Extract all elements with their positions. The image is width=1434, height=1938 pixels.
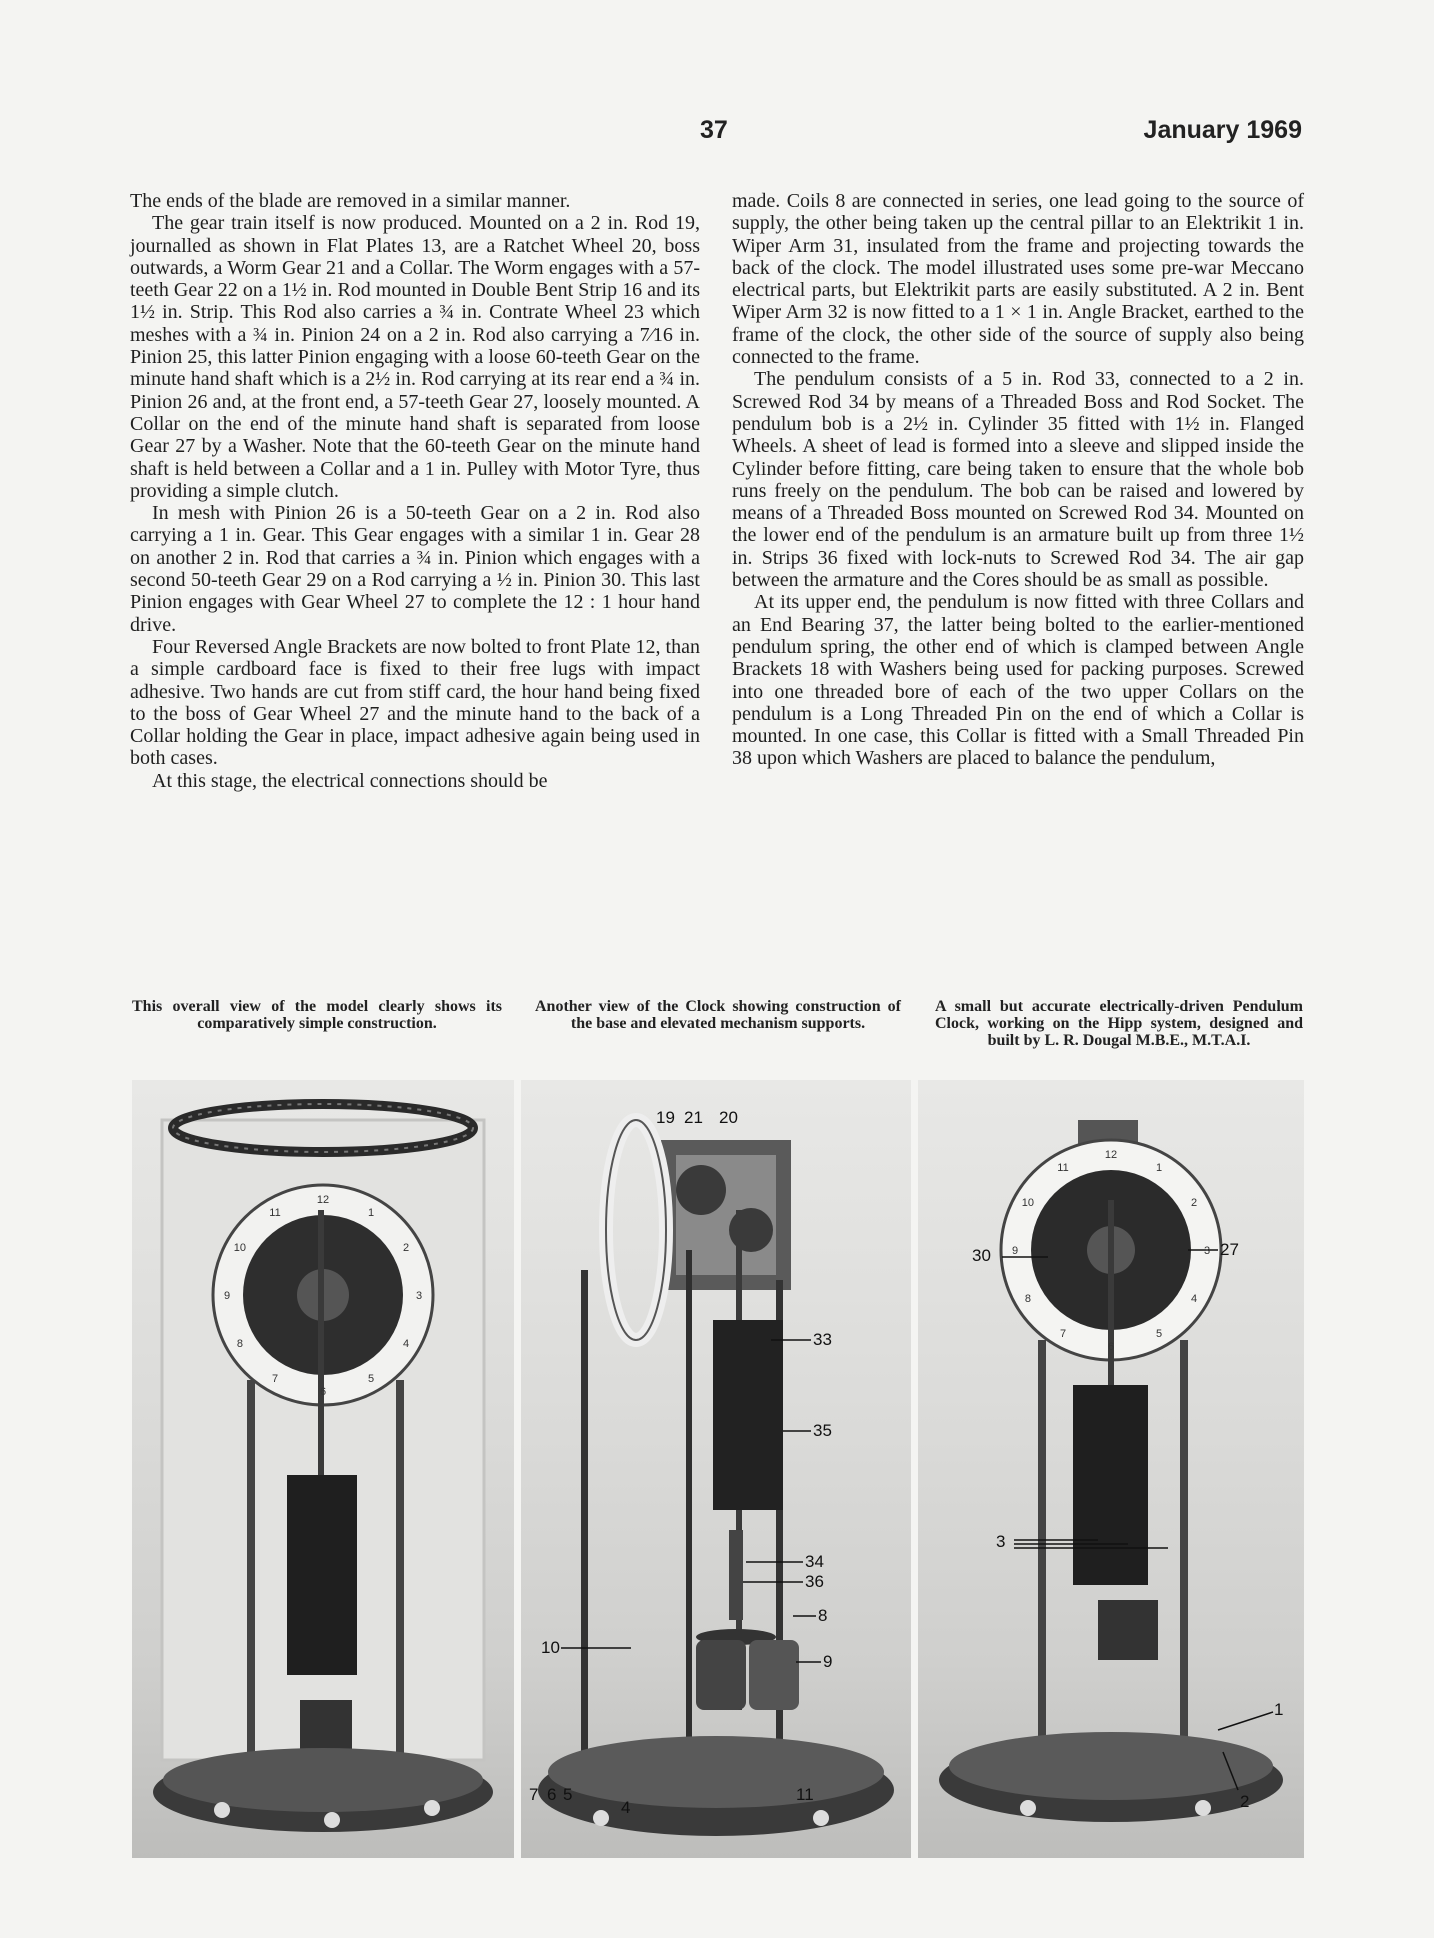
dial-numeral: 5: [1155, 1328, 1163, 1341]
dial-numeral: 8: [236, 1338, 243, 1350]
paragraph: Four Reversed Angle Brackets are now bolted to front Plate 12, than a simple cardboard face is fixed to their free lugs with impact adhesive. Two hands are cut from stiff card, the hour hand being fixed to the boss of Gear Wheel 27 and the minute hand to the back of a Collar holding the Gear in place, impact adhesive again being used in both cases.: [130, 635, 700, 770]
dial-numeral: 2: [1191, 1197, 1198, 1209]
part-label: 35: [813, 1421, 832, 1440]
dial-numeral: 11: [269, 1206, 281, 1219]
paragraph: made. Coils 8 are connected in series, one lead going to the source of supply, the other being taken up the central pillar to an Elektrikit 1 in. Wiper Arm 31, insulated from the frame and projecting towards the back of the clock. The model illustrated uses some pre-war Meccano electrical parts, but Elektrikit parts are easily substituted. A 2 in. Bent Wiper Arm 32 is now fitted to a 1 × 1 in. Angle Bracket, earthed to the frame of the clock, the other side of the source of supply also being connected to the frame.: [732, 190, 1304, 369]
dial-numeral: 3: [1203, 1245, 1211, 1257]
part-label: 2: [1240, 1792, 1250, 1811]
right-column: [732, 190, 1304, 770]
part-label: 34: [805, 1552, 824, 1571]
photo-mechanism-view: [521, 1080, 911, 1858]
photo-caption-overall-view: This overall view of the model clearly shows its comparatively simple construction.: [132, 998, 502, 1032]
paragraph: At its upper end, the pendulum is now fitted with three Collars and an End Bearing 37, the latter being bolted to the earlier-mentioned pendulum spring, the other end of which is clamped between Angle Brackets 18 with Washers being used for packing purposes. Screwed into one threaded bore of each of the two upper Collars on the pendulum is a Long Threaded Pin on the end of which a Collar is mounted. In one case, this Collar is fitted with a Small Threaded Pin 38 upon which Washers are placed to balance the pendulum,: [732, 591, 1304, 770]
dial-numeral: 1: [367, 1206, 375, 1219]
dial-numeral: 6: [319, 1386, 327, 1398]
part-label: 33: [813, 1330, 832, 1349]
paragraph: The ends of the blade are removed in a similar manner.: [130, 190, 571, 212]
dial-numeral: 2: [403, 1242, 410, 1254]
part-label: 11: [796, 1785, 814, 1804]
part-label: 20: [719, 1108, 738, 1127]
dial-numeral: 12: [1104, 1149, 1118, 1161]
photo-caption-front-view: A small but accurate electrically-driven Pendulum Clock, working on the Hipp system, designed and built by L. R. Dougal M.B.E., M.T.A.I.: [935, 998, 1303, 1049]
part-label: 19: [656, 1108, 675, 1127]
dial-numeral: 4: [403, 1338, 410, 1350]
part-label: 36: [805, 1572, 824, 1591]
dial-numeral: 5: [367, 1373, 375, 1386]
part-label: 7: [529, 1785, 539, 1804]
part-label: 1: [1274, 1700, 1284, 1719]
dial-numeral: 10: [233, 1242, 247, 1254]
part-label: 5: [563, 1785, 573, 1804]
left-column: [130, 190, 700, 792]
dial-numeral: 10: [1021, 1197, 1035, 1209]
paragraph: In mesh with Pinion 26 is a 50-teeth Gear on a 2 in. Rod also carrying a 1 in. Gear. This Gear engages with a similar 1 in. Gear 28 on another 2 in. Rod that carries a ¾ in. Pinion which engages with a second 50-teeth Gear 29 on a Rod carrying a ½ in. Pinion 30. This last Pinion engages with Gear Wheel 27 to complete the 12 : 1 hour hand drive.: [130, 502, 700, 636]
part-label: 30: [972, 1246, 991, 1265]
dial-numeral: 8: [1024, 1293, 1031, 1305]
dial-numeral: 7: [1059, 1328, 1067, 1341]
part-label: 4: [621, 1798, 631, 1817]
part-label: 27: [1220, 1240, 1239, 1259]
paragraph: The gear train itself is now produced. Mounted on a 2 in. Rod 19, journalled as shown in Flat Plates 13, are a Ratchet Wheel 20, boss outwards, a Worm Gear 21 and a Collar. The Worm engages with a 57-teeth Gear 22 on a 1½ in. Rod mounted in Double Bent Strip 16 and its 1½ in. Strip. This Rod also carries a ¾ in. Contrate Wheel 23 which meshes with a ¾ in. Pinion 24 on a 2 in. Rod also carrying a 7⁄16 in. Pinion 25, this latter Pinion engaging with a loose 60-teeth Gear on the minute hand shaft which is a 2½ in. Rod carrying at its rear end a ¾ in. Pinion 26 and, at the front end, a 57-teeth Gear 27, loosely mounted. A Collar on the end of the minute hand shaft is separated from loose Gear 27 by a Washer. Note that the 60-teeth Gear on the minute hand shaft is held between a Collar and a 1 in. Pulley with Motor Tyre, thus providing a simple clutch.: [130, 212, 700, 502]
photo-front-view: [918, 1080, 1304, 1858]
dial-numeral: 7: [271, 1373, 279, 1386]
dial-numeral: 3: [415, 1290, 423, 1302]
dial-numeral: 9: [223, 1290, 231, 1302]
dial-numeral: 1: [1155, 1161, 1163, 1174]
paragraph: The pendulum consists of a 5 in. Rod 33, connected to a 2 in. Screwed Rod 34 by means of a Threaded Boss and Rod Socket. The pendulum bob is a 2½ in. Cylinder 35 fitted with 1½ in. Flanged Wheels. A sheet of lead is formed into a sleeve and slipped inside the Cylinder before fitting, care being taken to ensure that the whole bob runs freely on the pendulum. The bob can be raised and lowered by means of a Threaded Boss mounted on Screwed Rod 34. Mounted on the lower end of the pendulum is an armature built up from three 1½ in. Strips 36 fixed with lock-nuts to Screwed Rod 34. The air gap between the armature and the Cores should be as small as possible.: [732, 368, 1304, 592]
part-label: 8: [818, 1606, 828, 1625]
paragraph: At this stage, the electrical connections should be: [152, 769, 548, 792]
photo-clock-under-dome: [132, 1080, 514, 1858]
dial-numeral: 4: [1191, 1293, 1198, 1305]
part-label: 9: [823, 1652, 833, 1671]
part-label: 6: [547, 1785, 557, 1804]
part-label: 21: [684, 1108, 703, 1127]
part-label: 3: [996, 1532, 1006, 1551]
dial-numeral: 9: [1011, 1245, 1019, 1257]
dial-numeral: 6: [1107, 1341, 1115, 1353]
issue-date: January 1969: [1143, 116, 1302, 144]
dial-numeral: 12: [316, 1194, 330, 1206]
photo-caption-base-view: Another view of the Clock showing construction of the base and elevated mechanism supports.: [535, 998, 901, 1032]
part-label: 10: [541, 1638, 560, 1657]
dial-numeral: 11: [1057, 1161, 1069, 1174]
page-number: 37: [700, 116, 728, 144]
